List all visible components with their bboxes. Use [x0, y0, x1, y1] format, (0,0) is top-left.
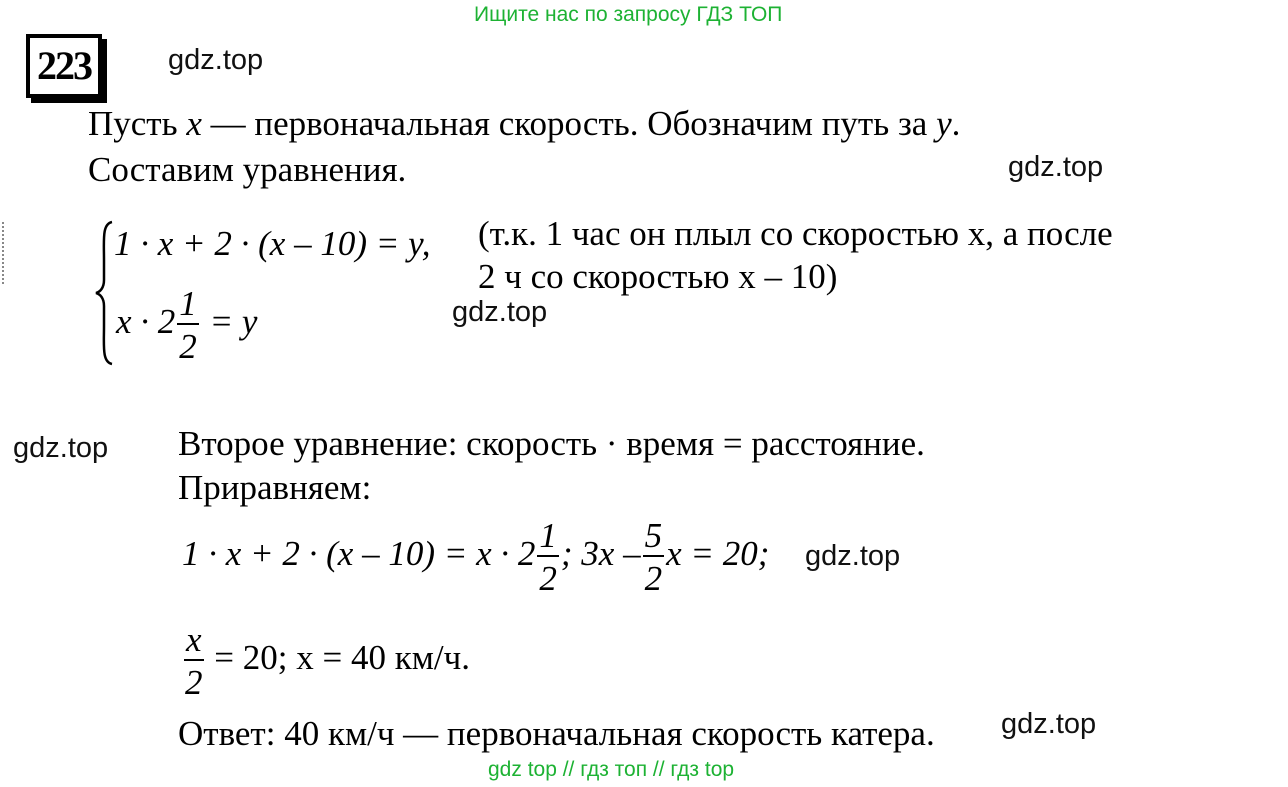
eq3-den: 2 — [185, 663, 203, 702]
intro-var-y: y — [936, 104, 952, 143]
equation-2 — [182, 518, 769, 596]
watermark-5: gdz.top — [805, 540, 901, 572]
eq2-f1-num: 1 — [539, 516, 557, 555]
eq2-left: 1 · x + 2 · (x – 10) = x · 2 — [182, 534, 536, 574]
eq2-right: x = 20; — [666, 534, 770, 574]
intro-text-c: . — [951, 104, 961, 143]
system-brace — [94, 220, 116, 366]
eq2-f1-den: 2 — [539, 559, 557, 598]
system-eq2-num: 1 — [179, 284, 197, 323]
eq2-f2-num: 5 — [644, 516, 663, 555]
watermark-4: gdz.top — [13, 432, 109, 464]
system-note-line-2: 2 ч со скоростью x – 10) — [478, 257, 838, 296]
eq3-right: = 20; x = 40 км/ч. — [205, 638, 470, 678]
intro-var-x: x — [186, 104, 202, 143]
system-eq2-right: = y — [200, 302, 258, 342]
watermark-3: gdz.top — [452, 296, 548, 328]
eq2-mid: ; 3x – — [560, 534, 641, 574]
eq3-num: x — [186, 620, 202, 659]
explanation-line-2: Приравняем: — [178, 468, 372, 507]
intro-line-1 — [88, 106, 960, 141]
equation-3 — [182, 622, 470, 700]
eq3-fraction — [184, 622, 204, 700]
watermark-2: gdz.top — [1008, 151, 1104, 183]
watermark-1: gdz.top — [168, 44, 264, 76]
eq2-fraction-1 — [537, 518, 559, 596]
problem-number-badge: 223 — [26, 34, 102, 98]
explanation-line-1: Второе уравнение: скорость · время = расстояние. — [178, 424, 925, 463]
system-eq-1: 1 · x + 2 · (x – 10) = y, — [114, 224, 431, 263]
answer-line: Ответ: 40 км/ч — первоначальная скорость катера. — [178, 714, 935, 753]
margin-mark — [2, 222, 12, 284]
system-eq2-den: 2 — [179, 327, 197, 366]
footer-links[interactable]: gdz top // гдз топ // гдз top — [488, 758, 735, 781]
intro-text-b: — первоначальная скорость. Обозначим путь за — [201, 104, 937, 143]
eq2-fraction-2 — [643, 518, 665, 596]
intro-line-2: Составим уравнения. — [88, 150, 407, 189]
system-eq2-fraction — [177, 286, 199, 364]
header-search-hint: Ищите нас по запросу ГДЗ ТОП — [474, 3, 783, 26]
system-note-line-1: (т.к. 1 час он плыл со скоростью x, а после — [478, 214, 1113, 253]
system-eq-2 — [116, 286, 257, 364]
intro-text-a: Пусть — [88, 104, 187, 143]
watermark-6: gdz.top — [1001, 708, 1097, 740]
eq2-f2-den: 2 — [644, 559, 663, 598]
system-eq2-left: x · 2 — [116, 302, 176, 342]
